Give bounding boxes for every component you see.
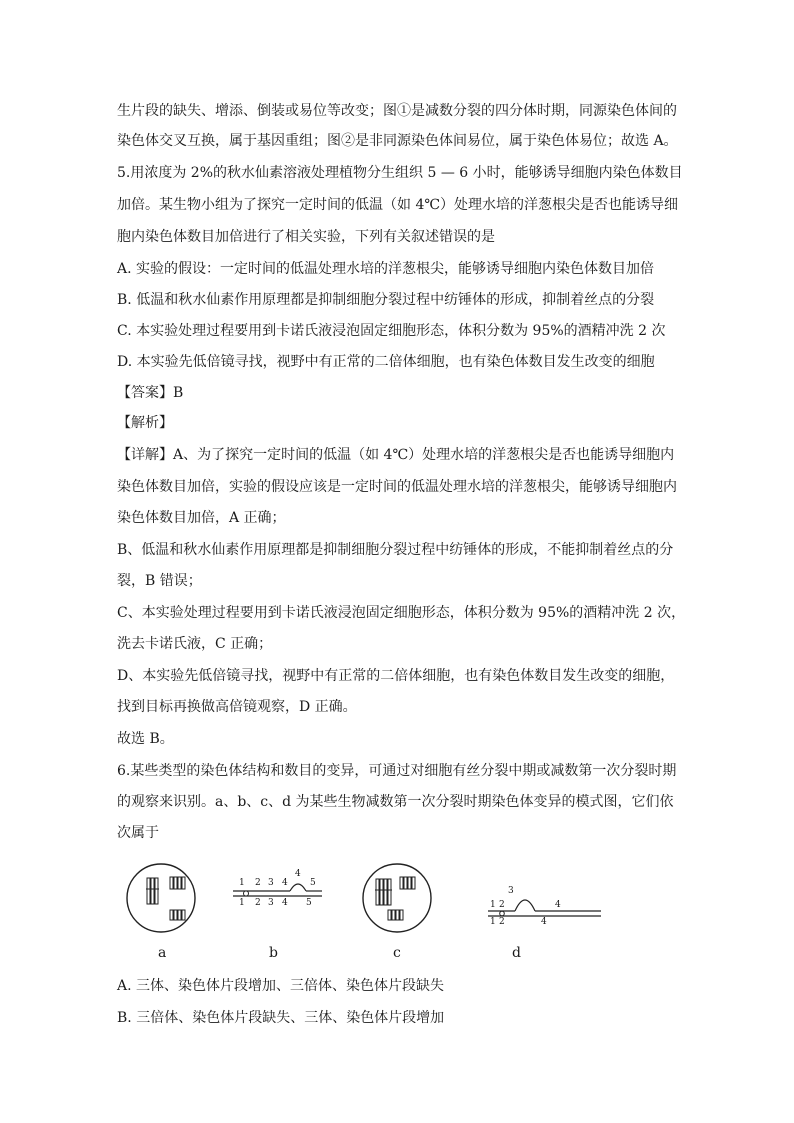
d-number: 1: [490, 917, 496, 927]
b-number: 5: [310, 878, 316, 888]
b-number: 1: [239, 898, 245, 908]
text-line: D、本实验先低倍镜寻找，视野中有正常的二倍体细胞，也有染色体数目发生改变的细胞，: [117, 668, 675, 684]
conclusion: 故选 B。: [117, 731, 174, 747]
b-number: 4: [295, 869, 301, 879]
b-number: 3: [268, 898, 274, 908]
text-line: 洗去卡诺氏液，C 正确；: [117, 636, 273, 652]
text-line: 的观察来识别。a、b、c、d 为某些生物减数第一次分裂时期染色体变异的模式图，它们依: [117, 794, 674, 810]
option-d: D. 本实验先低倍镜寻找，视野中有正常的二倍体细胞，也有染色体数目发生改变的细胞: [117, 354, 655, 370]
question-5-stem: 5.用浓度为 2%的秋水仙素溶液处理植物分生组织 5 — 6 小时，能够诱导细胞内染色体数目: [117, 165, 683, 181]
text-line: C、本实验处理过程要用到卡诺氏液浸泡固定细胞形态，体积分数为 95%的酒精冲洗 2 次，: [117, 605, 686, 621]
chromosome-b: [233, 884, 322, 896]
panel-label-d: d: [512, 945, 521, 961]
chromosome-figure: [117, 855, 697, 970]
text-line: 生片段的缺失、增添、倒装或易位等改变；图①是减数分裂的四分体时期，同源染色体间的: [117, 103, 677, 119]
panel-label-c: c: [393, 945, 401, 961]
chromosome-figure-svg: [117, 855, 697, 970]
d-number: 2: [499, 917, 505, 927]
text-line: B、低温和秋水仙素作用原理都是抑制细胞分裂过程中纺锤体的形成，不能抑制着丝点的分: [117, 542, 674, 558]
b-number: 3: [268, 878, 274, 888]
question-6-stem: 6.某些类型的染色体结构和数目的变异，可通过对细胞有丝分裂中期或减数第一次分裂时期: [117, 763, 677, 779]
q6-option-a: A. 三体、染色体片段增加、三倍体、染色体片段缺失: [117, 978, 445, 994]
b-number: 5: [306, 898, 312, 908]
option-b: B. 低温和秋水仙素作用原理都是抑制细胞分裂过程中纺锤体的形成，抑制着丝点的分裂: [117, 292, 655, 308]
text-line: 次属于: [117, 825, 159, 841]
d-number: 4: [541, 917, 547, 927]
text-line: 染色体数目加倍，实验的假设应该是一定时间的低温处理水培的洋葱根尖，能够诱导细胞内: [117, 479, 677, 495]
q6-option-b: B. 三倍体、染色体片段缺失、三体、染色体片段增加: [117, 1010, 445, 1026]
b-number: 2: [255, 898, 261, 908]
d-number: 1: [490, 900, 496, 910]
chromosome-d: [488, 900, 601, 916]
analysis-label: 【解析】: [117, 415, 173, 431]
option-c: C. 本实验处理过程要用到卡诺氏液浸泡固定细胞形态，体积分数为 95%的酒精冲洗 2 次: [117, 323, 666, 339]
text-line: 加倍。某生物小组为了探究一定时间的低温（如 4℃）处理水培的洋葱根尖是否也能诱导细: [117, 197, 679, 213]
text-line: 染色体数目加倍，A 正确；: [117, 510, 286, 526]
panel-label-b: b: [269, 945, 278, 961]
b-number: 1: [239, 878, 245, 888]
b-number: 4: [282, 878, 288, 888]
text-line: 胞内染色体数目加倍进行了相关实验，下列有关叙述错误的是: [117, 229, 495, 245]
text-line: 染色体交叉互换，属于基因重组；图②是非同源染色体间易位，属于染色体易位；故选 A。: [117, 133, 678, 149]
b-number: 4: [282, 898, 288, 908]
option-a: A. 实验的假设：一定时间的低温处理水培的洋葱根尖，能够诱导细胞内染色体数目加倍: [117, 261, 655, 277]
b-number: 2: [255, 878, 261, 888]
text-line: 找到目标再换做高倍镜观察，D 正确。: [117, 699, 357, 715]
d-number: 3: [508, 886, 514, 896]
text-line: 裂，B 错误；: [117, 573, 202, 589]
answer-label: 【答案】B: [117, 385, 184, 401]
cell-a: [127, 864, 195, 932]
detail-explanation: 【详解】A、为了探究一定时间的低温（如 4℃）处理水培的洋葱根尖是否也能诱导细胞内: [117, 447, 675, 463]
d-number: 2: [499, 900, 505, 910]
cell-c: [363, 864, 431, 932]
d-number: 4: [555, 900, 561, 910]
panel-label-a: a: [158, 945, 167, 961]
